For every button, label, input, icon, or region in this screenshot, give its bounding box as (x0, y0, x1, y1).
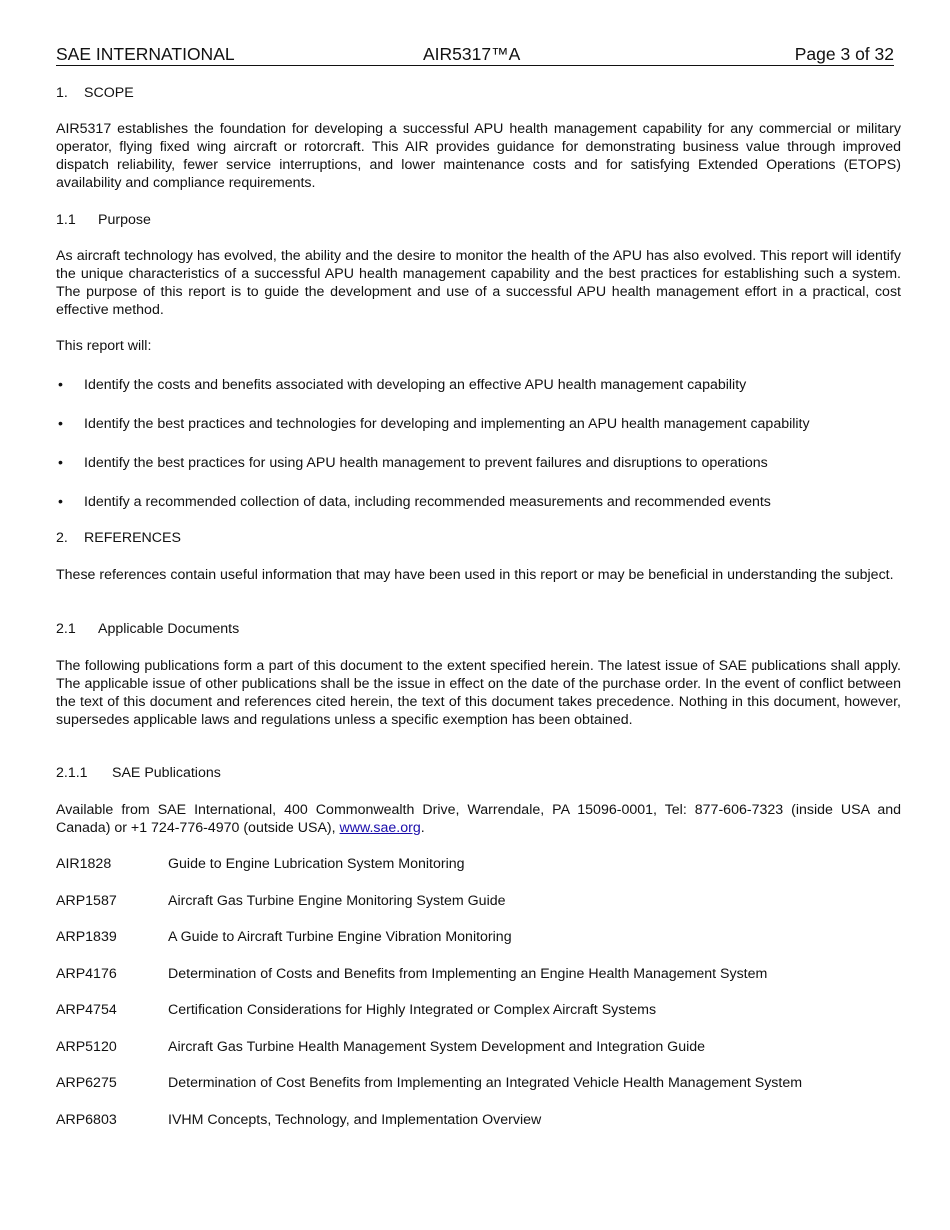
reference-id: AIR1828 (56, 856, 112, 872)
section-heading-sae-publications (56, 764, 901, 782)
bullet-text: Identify the best practices and technologies for developing and implementing an APU health management capability (84, 416, 810, 432)
reference-id: ARP4176 (56, 966, 117, 982)
header-page-number: Page 3 of 32 (794, 44, 894, 64)
reference-id: ARP1587 (56, 893, 117, 909)
purpose-intro: This report will: (56, 338, 152, 354)
header-document-number: AIR5317™A (423, 44, 521, 64)
availability-text: Available from SAE International, 400 Commonwealth Drive, Warrendale, PA 15096-0001, Tel: 877-606-7323 (inside USA and Canada) or +1 724-776-4970 (outside USA), (56, 802, 901, 836)
scope-paragraph: AIR5317 establishes the foundation for developing a successful APU health management capability for any commercial or military operator, flying fixed wing aircraft or rotorcraft. This AIR provides guidance for demonstrating business value through improved dispatch reliability, fewer service interruptions, and lower maintenance costs and for satisfying Extended Operations (ETOPS) availability and compliance requirements. (56, 121, 901, 191)
references-paragraph: These references contain useful information that may have been used in this report or may be beneficial in understanding the subject. (56, 567, 894, 583)
reference-id: ARP5120 (56, 1039, 117, 1055)
reference-id: ARP6803 (56, 1112, 117, 1128)
applicable-documents-paragraph: The following publications form a part of this document to the extent specified herein. The latest issue of SAE publications shall apply. The applicable issue of other publications shall be the issue in effect on the date of the purchase order. In the event of conflict between the text of this document and references cited herein, the text of this document takes precedence. Nothing in this document, however, supersedes applicable laws and regulations unless a specific exemption has been obtained. (56, 658, 901, 728)
bullet-text: Identify the costs and benefits associated with developing an effective APU health management capability (84, 377, 747, 393)
section-heading-applicable-documents (56, 620, 901, 638)
bullet-text: Identify a recommended collection of data, including recommended measurements and recommended events (84, 494, 771, 510)
header-organization: SAE INTERNATIONAL (56, 44, 235, 64)
reference-id: ARP1839 (56, 929, 117, 945)
reference-title: IVHM Concepts, Technology, and Implementation Overview (168, 1112, 542, 1128)
section-number: 2.1.1 (56, 765, 88, 781)
section-number: 1.1 (56, 212, 76, 228)
section-title: Purpose (98, 212, 151, 228)
bullet-icon: • (58, 455, 63, 471)
section-number: 1. (56, 85, 68, 101)
reference-title: Determination of Costs and Benefits from Implementing an Engine Health Management System (168, 966, 768, 982)
bullet-icon: • (58, 377, 63, 393)
bullet-icon: • (58, 494, 63, 510)
sae-website-link[interactable]: www.sae.org (339, 820, 421, 836)
bullet-icon: • (58, 416, 63, 432)
section-title: Applicable Documents (98, 621, 240, 637)
section-title: SCOPE (84, 85, 134, 101)
section-heading-scope (56, 84, 901, 102)
purpose-paragraph: As aircraft technology has evolved, the ability and the desire to monitor the health of the APU has also evolved. This report will identify the unique characteristics of a successful APU health management capability and the best practices for establishing such a system. The purpose of this report is to guide the development and use of a successful APU health management effort in a practical, cost effective method. (56, 248, 901, 318)
section-title: SAE Publications (112, 765, 221, 781)
bullet-text: Identify the best practices for using APU health management to prevent failures and disruptions to operations (84, 455, 768, 471)
availability-period: . (420, 820, 425, 836)
reference-title: A Guide to Aircraft Turbine Engine Vibration Monitoring (168, 929, 512, 945)
page-header (56, 44, 894, 66)
reference-id: ARP6275 (56, 1075, 117, 1091)
reference-title: Aircraft Gas Turbine Engine Monitoring System Guide (168, 893, 506, 909)
sae-availability-paragraph (56, 801, 901, 837)
reference-title: Determination of Cost Benefits from Implementing an Integrated Vehicle Health Management System (168, 1075, 803, 1091)
section-heading-purpose (56, 211, 901, 229)
section-heading-references (56, 529, 901, 547)
section-number: 2.1 (56, 621, 76, 637)
reference-title: Aircraft Gas Turbine Health Management System Development and Integration Guide (168, 1039, 706, 1055)
reference-title: Guide to Engine Lubrication System Monitoring (168, 856, 465, 872)
section-title: REFERENCES (84, 530, 181, 546)
reference-title: Certification Considerations for Highly Integrated or Complex Aircraft Systems (168, 1002, 657, 1018)
reference-id: ARP4754 (56, 1002, 117, 1018)
section-number: 2. (56, 530, 68, 546)
